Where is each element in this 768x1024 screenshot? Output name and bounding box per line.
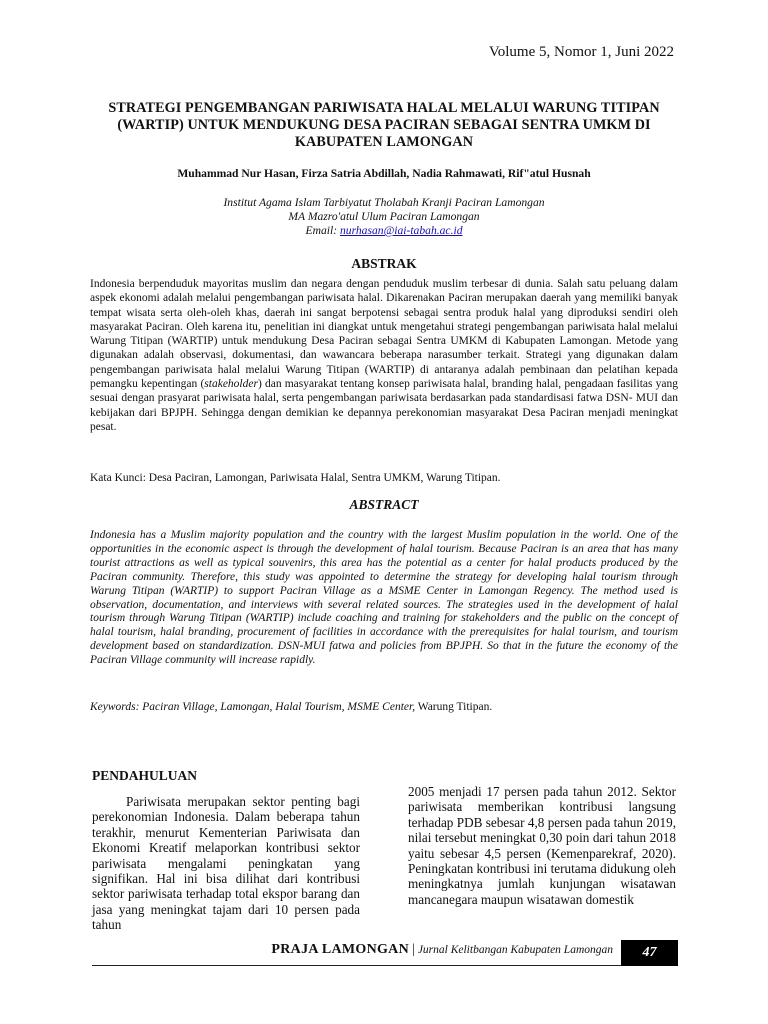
intro-column-left: Pariwisata merupakan sektor penting bagi perekonomian Indonesia. Dalam beberapa tahun terakhir, menurut Kementerian Pariwisata dan Ekonomi Kreatif melaporkan kontribusi sektor pariwisata mengalami peningkatan yang signifikan. Hal ini bisa dilihat dari kontribusi sektor pariwisata terhadap total ekspor barang dan jasa yang meningkat tajam dari 10 persen pada tahun [92,794,360,933]
abstrak-italic-term: stakeholder [204,378,258,391]
email-link[interactable]: nurhasan@iai-tabah.ac.id [339,224,463,237]
affiliation [90,196,678,238]
abstrak-body [90,277,678,434]
email-label: Email: [305,224,338,237]
abstrak-text-end: ) dan masyarakat tentang konsep pariwisata halal, branding halal, pengadaan fasilitas yang sesuai dengan prasyarat pariwisata halal, serta pengembangan pariwisata berdasarkan pada standardisasi fatwa DSN- MUI dan kebijakan dari BPJPH. Sehingga dengan demikian ke depannya perekonomian masyarakat Desa Paciran menjadi meningkat pesat. [90,378,678,433]
keywords-rest: Warung Titipan. [415,701,493,713]
pendahuluan-heading: PENDAHULUAN [92,768,198,783]
affiliation-line-1: Institut Agama Islam Tarbiyatut Tholabah Kranji Paciran Lamongan [223,196,545,209]
authors: Muhammad Nur Hasan, Firza Satria Abdillah, Nadia Rahmawati, Rif"atul Husnah [177,167,591,180]
footer-rule [92,965,678,966]
page-number: 47 [621,940,678,966]
intro-column-right: 2005 menjadi 17 persen pada tahun 2012. Sektor pariwisata memberikan kontribusi langsung terhadap PDB sebesar 4,8 persen pada tahun 2019, nilai tersebut meningkat 0,30 poin dari tahun 2018 yaitu sebesar 4,5 persen (Kemenparekraf, 2020). Peningkatan kontribusi ini terutama didukung oleh meningkatnya jumlah kunjungan wisatawan mancanegara maupun wisatawan domestik [408,784,676,907]
kata-kunci: Kata Kunci: Desa Paciran, Lamongan, Pariwisata Halal, Sentra UMKM, Warung Titipan. [90,472,501,484]
journal-footer [271,942,613,958]
journal-subtitle: Jurnal Kelitbangan Kabupaten Lamongan [417,944,613,956]
affiliation-line-2: MA Mazro'atul Ulum Paciran Lamongan [288,210,480,223]
email-line [90,224,678,238]
keywords-italic: Keywords: Paciran Village, Lamongan, Halal Tourism, MSME Center, [90,701,416,713]
abstrak-heading: ABSTRAK [351,256,417,271]
abstract-heading: ABSTRACT [349,497,419,512]
keywords [90,700,678,714]
paper-title: STRATEGI PENGEMBANGAN PARIWISATA HALAL MELALUI WARUNG TITIPAN (WARTIP) UNTUK MENDUKUNG DESA PACIRAN SEBAGAI SENTRA UMKM DI KABUPATEN LAMONGAN [108,100,660,150]
abstract-body: Indonesia has a Muslim majority population and the country with the largest Muslim population in the world. One of the opportunities in the economic aspect is through the development of halal tourism. Because Paciran is an area that has many tourist attractions as well as typical souvenirs, this area has the potential as a center for halal products produced by the Paciran community. Therefore, this study was appointed to determine the strategy for developing halal tourism through Warung Titipan (WARTIP) to support Paciran Village as a MSME Center in Lamongan Regency. The method used is observation, documentation, and interviews with several related sources. The strategies used in the development of halal tourism through Warung Titipan (WARTIP) include coaching and training for stakeholders and the public on the concept of halal tourism, halal branding, procurement of facilities in accordance with the prerequisites for halal tourism, and tourism development based on standardization. DSN-MUI fatwa and policies from BPJPH. So that in the future the economy of the Paciran Village community will increase rapidly. [90,529,678,667]
abstrak-text: Indonesia berpenduduk mayoritas muslim dan negara dengan penduduk muslim terbesar di dunia. Salah satu peluang dalam aspek ekonomi adalah melalui pengembangan pariwisata halal. Dikarenakan Paciran merupakan daerah yang memiliki banyak tempat wisata serta oleh-oleh khas, daerah ini sangat berpotensi sebagai sentra produk halal yang diproduksi sendiri oleh masyarakat Paciran. Oleh karena itu, penelitian ini diangkat untuk mengetahui strategi pengembangan pariwisata halal melalui Warung Titipan (WARTIP) untuk mendukung Desa Paciran sebagai Sentra UMKM di Kabupaten Lamongan. Metode yang digunakan adalah observasi, dokumentasi, dan wawancara beberapa narasumber terkait. Strategi yang digunakan dalam pengembangan pariwisata halal melalui Warung Titipan (WARTIP) di antaranya adalah pembinaan dan pelatihan kepada pemangku kepentingan ( [90,278,678,391]
footer-separator: | [412,942,415,957]
journal-name: PRAJA LAMONGAN [271,942,409,957]
volume-info: Volume 5, Nomor 1, Juni 2022 [488,44,674,60]
